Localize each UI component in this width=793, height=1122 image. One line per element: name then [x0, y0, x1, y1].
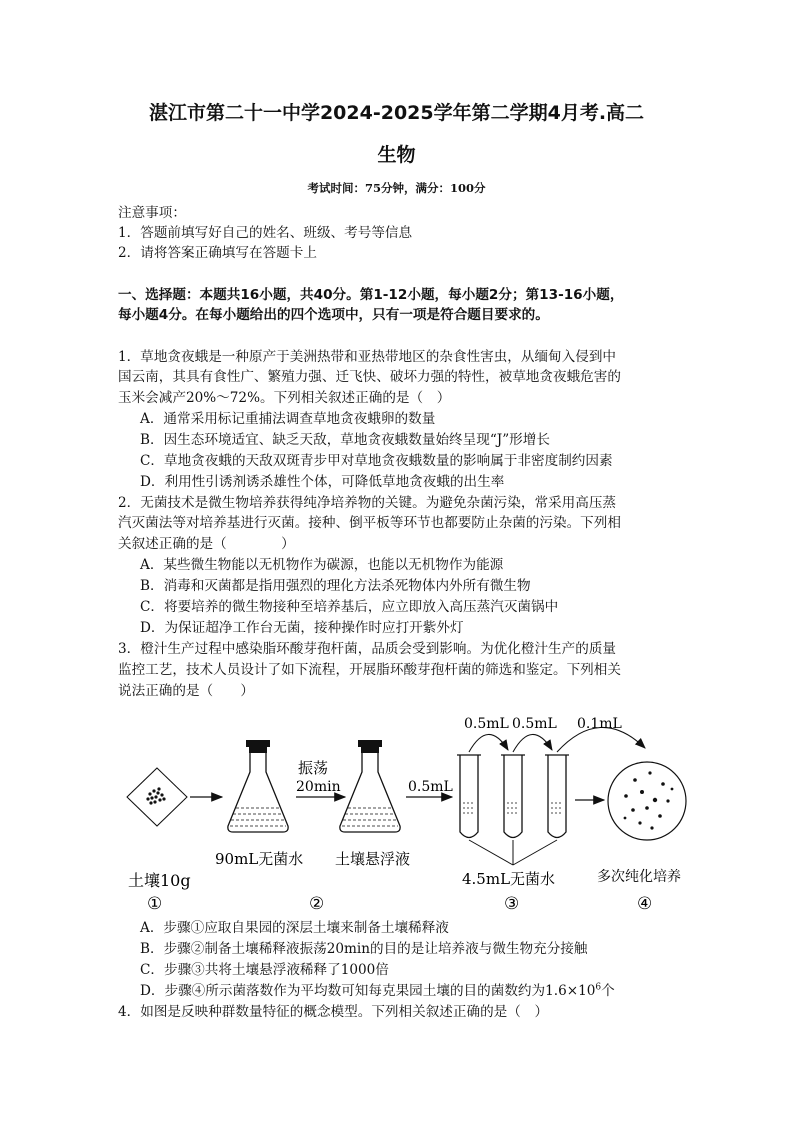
q2-stem-line-1: 2．无菌技术是微生物培养获得纯净培养物的关键。为避免杂菌污染，常采用高压蒸 [118, 495, 617, 511]
q3-option-a: A．步骤①应取自果园的深层土壤来制备土壤稀释液 [140, 920, 449, 936]
q3-option-d-exponent: 6 [595, 982, 602, 993]
label-suspension: 土壤悬浮液 [335, 850, 411, 868]
label-transfer-3: 0.1mL [577, 716, 622, 732]
q1-stem-line-3: 玉米会减产20%～72%。下列相关叙述正确的是（ ） [118, 390, 451, 406]
label-shake: 振荡 [298, 759, 329, 777]
q2-option-d: D．为保证超净工作台无菌，接种操作时应打开紫外灯 [140, 620, 464, 636]
q1-option-c: C．草地贪夜蛾的天敌双斑青步甲对草地贪夜蛾数量的影响属于非密度制约因素 [140, 453, 613, 469]
step-3-marker: ③ [504, 894, 520, 914]
petri-dish-icon [608, 762, 686, 840]
q1-stem-line-2: 国云南，其具有食性广、繁殖力强、迁飞快、破坏力强的特性，被草地贪夜蛾危害的 [118, 369, 621, 385]
q2-stem-line-3: 关叙述正确的是（ ） [118, 536, 295, 552]
soil-sample-icon [127, 768, 187, 826]
q1-option-d: D．利用性引诱剂诱杀雄性个体，可降低草地贪夜蛾的出生率 [140, 474, 505, 490]
step-2-marker: ② [309, 894, 325, 914]
step-4-marker: ④ [637, 894, 653, 914]
experiment-flow-figure [0, 700, 793, 920]
q3-option-c: C．步骤③共将土壤悬浮液稀释了1000倍 [140, 962, 389, 978]
q2-stem-line-2: 汽灭菌法等对培养基进行灭菌。接种、倒平板等环节也都要防止杂菌的污染。下列相 [118, 515, 621, 531]
q1-option-b: B．因生态环境适宜、缺乏天敌，草地贪夜蛾数量始终呈现“J”形增长 [140, 432, 550, 448]
label-culture: 多次纯化培养 [597, 869, 681, 885]
q3-stem-line-1: 3．橙汁生产过程中感染脂环酸芽孢杆菌，品质会受到影响。为优化橙汁生产的质量 [118, 641, 617, 657]
q3-stem-line-3: 说法正确的是（ ） [118, 683, 254, 699]
label-arrow-volume: 0.5mL [408, 779, 453, 795]
test-tubes-icon [457, 727, 645, 865]
label-transfer-1: 0.5mL [464, 716, 509, 732]
q1-stem-line-1: 1．草地贪夜蛾是一种原产于美洲热带和亚热带地区的杂食性害虫，从缅甸入侵到中 [118, 349, 617, 365]
q3-option-d-unit: 个 [601, 983, 615, 999]
flask-1-icon [228, 740, 288, 832]
section-heading-line-1: 一、选择题：本题共16小题，共40分。第1-12小题，每小题2分；第13-16小题， [118, 287, 624, 303]
label-water-90ml: 90mL无菌水 [215, 850, 304, 868]
title-line-2: 生物 [377, 144, 416, 166]
notes-heading: 注意事项： [118, 205, 186, 221]
q3-stem-line-2: 监控工艺，技术人员设计了如下流程，开展脂环酸芽孢杆菌的筛选和鉴定。下列相关 [118, 662, 621, 678]
q3-option-d [140, 979, 615, 999]
q2-option-b: B．消毒和灭菌都是指用强烈的理化方法杀死物体内外所有微生物 [140, 578, 531, 594]
q4-stem-line-1: 4．如图是反映种群数量特征的概念模型。下列相关叙述正确的是（ ） [118, 1004, 549, 1020]
exam-info: 考试时间：75分钟，满分：100分 [307, 181, 486, 195]
q3-option-d-text: D．步骤④所示菌落数作为平均数可知每克果园土壤的目的菌数约为1.6×10 [140, 983, 596, 999]
notes-item-2: 2．请将答案正确填写在答题卡上 [118, 245, 317, 261]
step-1-marker: ① [147, 894, 163, 914]
q3-option-b: B．步骤②制备土壤稀释液振荡20min的目的是让培养液与微生物充分接触 [140, 941, 588, 957]
q2-option-c: C．将要培养的微生物接种至培养基后，应立即放入高压蒸汽灭菌锅中 [140, 599, 559, 615]
title-line-1: 湛江市第二十一中学2024-2025学年第二学期4月考.高二 [148, 102, 645, 124]
section-heading-line-2: 每小题4分。在每小题给出的四个选项中，只有一项是符合题目要求的。 [118, 307, 549, 323]
notes-item-1: 1．答题前填写好自己的姓名、班级、考号等信息 [118, 225, 413, 241]
q2-option-a: A．某些微生物能以无机物作为碳源，也能以无机物作为能源 [140, 557, 504, 573]
label-water-4-5ml: 4.5mL无菌水 [462, 870, 556, 888]
label-soil: 土壤10g [128, 871, 191, 890]
label-time: 20min [296, 779, 341, 795]
label-transfer-2: 0.5mL [512, 716, 557, 732]
q1-option-a: A．通常采用标记重捕法调查草地贪夜蛾卵的数量 [140, 411, 436, 427]
flask-2-icon [340, 740, 400, 832]
